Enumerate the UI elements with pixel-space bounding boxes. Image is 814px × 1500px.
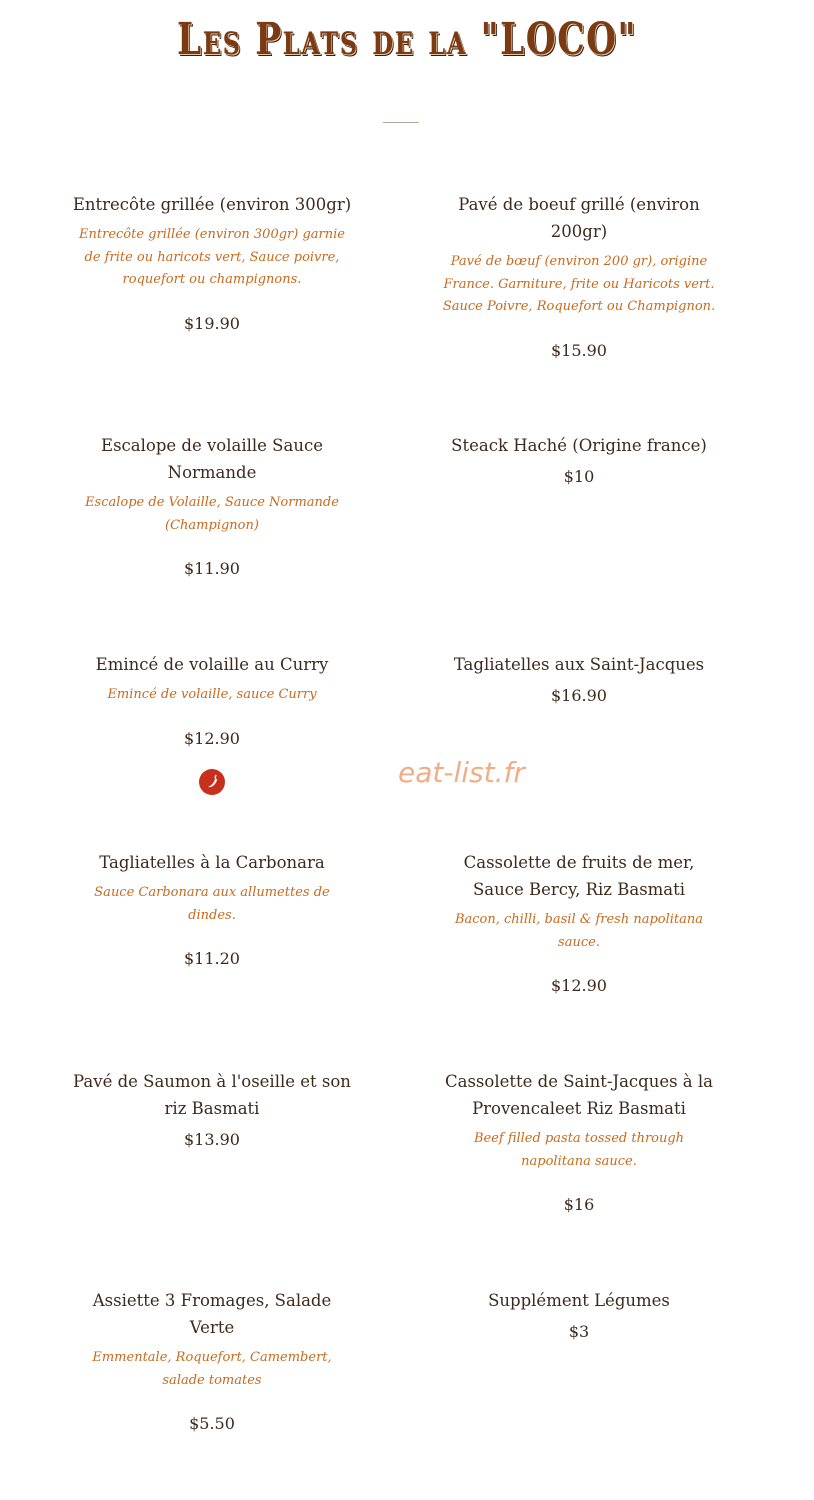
watermark-text: eat-list.fr: [398, 756, 525, 789]
item-name: Tagliatelles aux Saint-Jacques: [453, 655, 705, 674]
item-name: Emincé de volaille au Curry: [95, 655, 329, 674]
menu-item-entrecote: [72, 191, 352, 334]
item-description: Emmentale, Roquefort, Camembert, salade tomates: [92, 1350, 332, 1388]
item-name: Supplément Légumes: [488, 1291, 670, 1310]
item-description: Pavé de bœuf (environ 200 gr), origine France. Garniture, frite ou Haricots vert. Sauce Poivre, Roquefort ou Champignon.: [442, 254, 716, 314]
menu-item-carbonara: [72, 849, 352, 969]
item-price: $11.90: [184, 559, 240, 578]
item-price: $16.90: [551, 686, 607, 705]
title-divider: [383, 122, 419, 123]
item-price: $10: [563, 467, 595, 486]
item-name: Pavé de boeuf grillé (environ 200gr): [458, 195, 700, 241]
item-price: $16: [563, 1195, 595, 1214]
item-name: Pavé de Saumon à l'oseille et son riz Basmati: [73, 1072, 351, 1118]
item-price: $19.90: [184, 313, 240, 333]
item-price: $12.90: [184, 728, 240, 748]
item-name: Assiette 3 Fromages, Salade Verte: [92, 1291, 332, 1337]
item-name: Entrecôte grillée (environ 300gr): [72, 195, 352, 214]
item-price: $15.90: [551, 340, 607, 360]
item-price: $13.90: [184, 1130, 240, 1149]
item-name: Escalope de volaille Sauce Normande: [101, 436, 323, 482]
menu-item-escalope: [72, 432, 352, 579]
item-description: Beef filled pasta tossed through napolitana sauce.: [473, 1131, 685, 1169]
item-description: Bacon, chilli, basil & fresh napolitana sauce.: [454, 912, 704, 950]
item-description: Entrecôte grillée (environ 300gr) garnie de frite ou haricots vert, Sauce poivre, roquefort ou champignons.: [79, 227, 345, 287]
item-price: $11.20: [184, 949, 240, 968]
menu-item-steack: [439, 432, 719, 487]
menu-item-assiette-fromages: [72, 1287, 352, 1434]
menu-item-emince-curry: [72, 651, 352, 795]
item-name: Steack Haché (Origine france): [451, 436, 707, 455]
menu-item-cassolette-fruits-mer: [439, 849, 719, 996]
item-description: Escalope de Volaille, Sauce Normande (Champignon): [85, 495, 339, 533]
menu-item-supplement-legumes: [439, 1287, 719, 1342]
menu-item-pave-boeuf: [439, 191, 719, 361]
menu-item-cassolette-st-jacques: [439, 1068, 719, 1215]
item-price: $3: [568, 1322, 590, 1341]
item-description: Sauce Carbonara aux allumettes de dindes.: [94, 885, 330, 923]
menu-item-pave-saumon: [72, 1068, 352, 1150]
item-name: Cassolette de fruits de mer, Sauce Bercy, Riz Basmati: [463, 853, 695, 899]
item-name: Cassolette de Saint-Jacques à la Provencaleet Riz Basmati: [444, 1072, 714, 1118]
menu-item-tagliatelles-st-jacques: [439, 651, 719, 706]
page-title: Les Plats de la "LOCO": [176, 14, 638, 65]
item-description: Emincé de volaille, sauce Curry: [107, 687, 317, 702]
chili-pepper-icon: [199, 769, 225, 795]
item-name: Tagliatelles à la Carbonara: [99, 853, 325, 872]
item-price: $12.90: [551, 976, 607, 995]
item-price: $5.50: [189, 1414, 235, 1433]
